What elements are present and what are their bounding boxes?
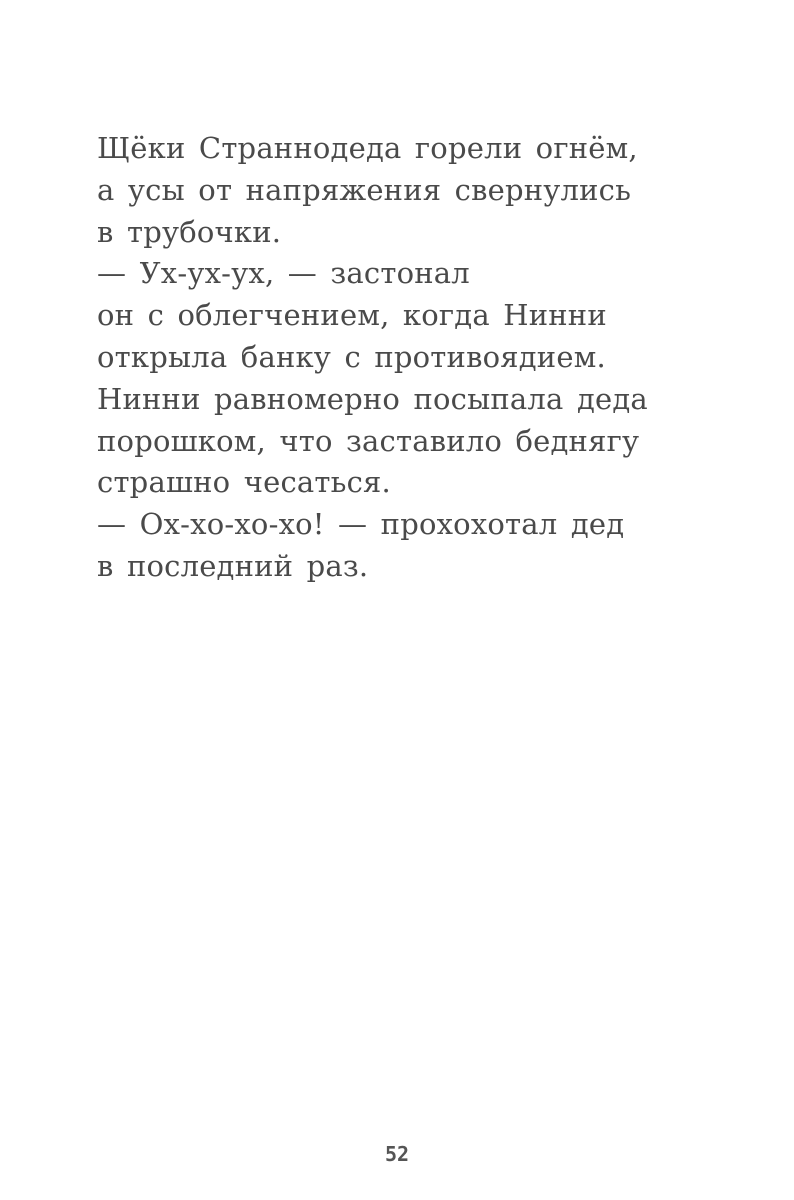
text-line: а усы от напряжения свернулись [97, 172, 632, 207]
page-number: 52 [384, 1142, 410, 1166]
text-line: он с облегчением, когда Нинни [97, 298, 607, 333]
text-line: открыла банку с противоядием. [97, 339, 606, 374]
text-line: порошком, что заставило беднягу [97, 423, 640, 458]
text-line: Нинни равномерно посыпала деда [97, 381, 648, 416]
text-line: Щёки Страннодеда горели огнём, [97, 131, 638, 165]
text-line: страшно чесаться. [97, 465, 391, 500]
text-line: — Ух-ух-ух, — застонал [97, 256, 470, 291]
text-line: в последний раз. [97, 548, 369, 583]
body-text [97, 128, 737, 588]
text-line: — Ох-хо-хо-хо! — прохохотал дед [97, 507, 625, 542]
text-line: в трубочки. [97, 214, 282, 249]
